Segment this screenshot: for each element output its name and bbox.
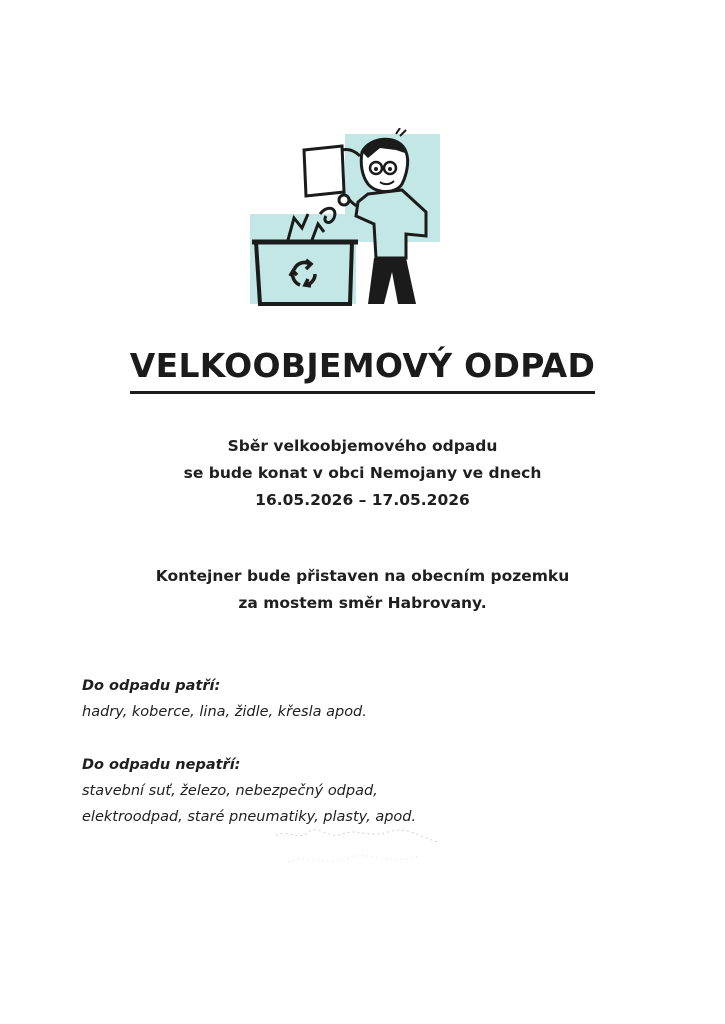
- collection-line: Sběr velkoobjemového odpadu: [227, 437, 498, 455]
- allowed-heading: Do odpadu patří:: [82, 678, 221, 694]
- recycling-bin-illustration: [250, 128, 440, 306]
- allowed-items: hadry, koberce, lina, židle, křesla apod.: [82, 704, 367, 720]
- allowed-items-section: [82, 673, 367, 725]
- location-line: Kontejner bude přistaven na obecním pozemku: [155, 567, 570, 585]
- collection-line: se bude konat v obci Nemojany ve dnech: [183, 464, 542, 482]
- title-text: VELKOOBJEMOVÝ ODPAD: [130, 344, 595, 394]
- collection-dates: 16.05.2026 – 17.05.2026: [255, 491, 470, 509]
- forbidden-items: elektroodpad, staré pneumatiky, plasty, apod.: [82, 809, 417, 825]
- location-line: za mostem směr Habrovany.: [238, 594, 487, 612]
- forbidden-items: stavební suť, železo, nebezpečný odpad,: [82, 783, 378, 799]
- page-title: [0, 344, 725, 394]
- forbidden-items-section: [82, 752, 416, 830]
- forbidden-heading: Do odpadu nepatří:: [82, 757, 241, 773]
- collection-announcement: [0, 433, 725, 514]
- container-location: [0, 563, 725, 617]
- faint-stamp: [268, 822, 448, 882]
